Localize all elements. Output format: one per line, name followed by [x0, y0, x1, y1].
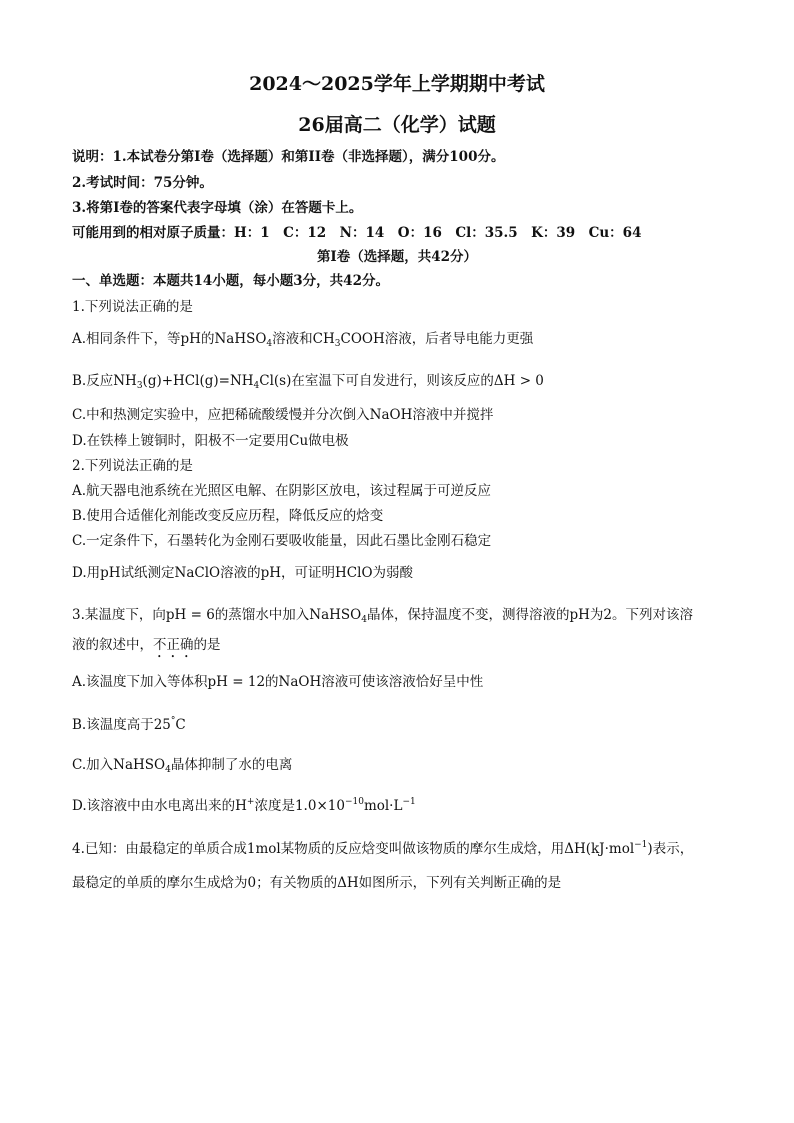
q1-b-text-4: 在室温下可自发进行，则该反应的ΔH > 0 — [291, 373, 544, 389]
q1-stem: 1.下列说法正确的是 — [72, 299, 193, 315]
q3-emphasis: 不正确 — [153, 637, 194, 653]
q1-a-sub-4: 4 — [266, 339, 273, 349]
q3-stem2-text-2: 的是 — [193, 637, 221, 653]
q3-c-text-2: 晶体抑制了水的电离 — [170, 757, 293, 773]
q3-option-c — [72, 756, 292, 774]
q1-option-c: C.中和热测定实验中，应把稀硫酸缓慢并分次倒入NaOH溶液中并搅拌 — [72, 407, 494, 423]
q3-option-b — [72, 716, 186, 734]
q3-d-sup-exp: −10 — [344, 797, 364, 807]
q3-d-text-3: mol·L — [363, 798, 403, 814]
q1-a-text-3: COOH溶液，后者导电能力更强 — [340, 331, 534, 347]
exam-subtitle: 26届高二（化学）试题 — [298, 114, 496, 136]
q1-b-text-1: B.反应NH — [72, 373, 137, 389]
q1-a-text-1: A.相同条件下，等pH的NaHSO — [72, 331, 267, 347]
q3-stem-line-1 — [72, 606, 693, 624]
instruction-line-3: 3.将第I卷的答案代表字母填（涂）在答题卡上。 — [72, 200, 363, 216]
q3-c-sub-4: 4 — [165, 765, 171, 775]
q3-stem-text-2: 晶体，保持温度不变，测得溶液的pH为2。下列对该溶 — [366, 607, 693, 623]
q3-stem-text-1: 3.某温度下，向pH = 6的蒸馏水中加入NaHSO — [72, 607, 362, 623]
q3-b-text-2: C — [175, 717, 186, 733]
q3-c-text-1: C.加入NaHSO — [72, 757, 166, 773]
q2-option-b: B.使用合适催化剂能改变反应历程，降低反应的焓变 — [72, 508, 384, 524]
q3-b-degree: ° — [170, 716, 176, 726]
q1-a-sub-3: 3 — [334, 339, 341, 349]
q1-b-text-3: Cl(s) — [259, 373, 292, 389]
instruction-line-1: 说明：1.本试卷分第I卷（选择题）和第II卷（非选择题），满分100分。 — [72, 149, 505, 165]
q3-d-sup-plus: + — [246, 797, 255, 807]
q1-a-text-2: 溶液和CH — [272, 331, 335, 347]
q1-option-b — [72, 372, 544, 390]
q3-option-d — [72, 797, 416, 815]
q4-text-1: 4.已知：由最稳定的单质合成1mol某物质的反应焓变叫做该物质的摩尔生成焓，用ΔH(kJ·mol — [72, 841, 635, 857]
q2-option-d: D.用pH试纸测定NaClO溶液的pH，可证明HClO为弱酸 — [72, 565, 414, 581]
q2-option-c: C.一定条件下，石墨转化为金刚石要吸收能量，因此石墨比金刚石稳定 — [72, 533, 492, 549]
q3-stem-sub-4: 4 — [361, 615, 367, 625]
q3-b-text-1: B.该温度高于25 — [72, 717, 171, 733]
exam-title: 2024～2025学年上学期期中考试 — [249, 73, 545, 95]
atomic-masses: 可能用到的相对原子质量：H：1 C：12 N：14 O：16 Cl：35.5 K：39 Cu：64 — [72, 225, 642, 241]
q2-option-a: A.航天器电池系统在光照区电解、在阴影区放电，该过程属于可逆反应 — [72, 483, 492, 499]
section-heading: 一、单选题：本题共14小题，每小题3分，共42分。 — [72, 273, 389, 289]
q3-d-text-1: D.该溶液中由水电离出来的H — [72, 798, 247, 814]
q1-b-sub-3: 3 — [136, 381, 143, 391]
q1-option-d: D.在铁棒上镀铜时，阳极不一定要用Cu做电极 — [72, 433, 349, 449]
q3-d-sup-unit: −1 — [402, 797, 416, 807]
section-title: 第I卷（选择题，共42分） — [316, 249, 478, 265]
q3-stem-line-2 — [72, 636, 221, 661]
q3-option-a: A.该温度下加入等体积pH = 12的NaOH溶液可使该溶液恰好呈中性 — [72, 674, 484, 690]
q3-stem2-text-1: 液的叙述中， — [72, 637, 153, 653]
q4-stem-line-1 — [72, 840, 693, 858]
q4-text-2: )表示， — [647, 841, 694, 857]
q2-stem: 2.下列说法正确的是 — [72, 458, 193, 474]
q1-b-sub-4: 4 — [253, 381, 260, 391]
q3-d-text-2: 浓度是1.0×10 — [254, 798, 345, 814]
q4-sup-exp: −1 — [634, 840, 648, 850]
instruction-line-2: 2.考试时间：75分钟。 — [72, 175, 213, 191]
q1-b-text-2: (g)+HCl(g)=NH — [142, 373, 254, 389]
q1-option-a — [72, 330, 533, 348]
q4-stem-line-2: 最稳定的单质的摩尔生成焓为0；有关物质的ΔH如图所示，下列有关判断正确的是 — [72, 875, 562, 891]
